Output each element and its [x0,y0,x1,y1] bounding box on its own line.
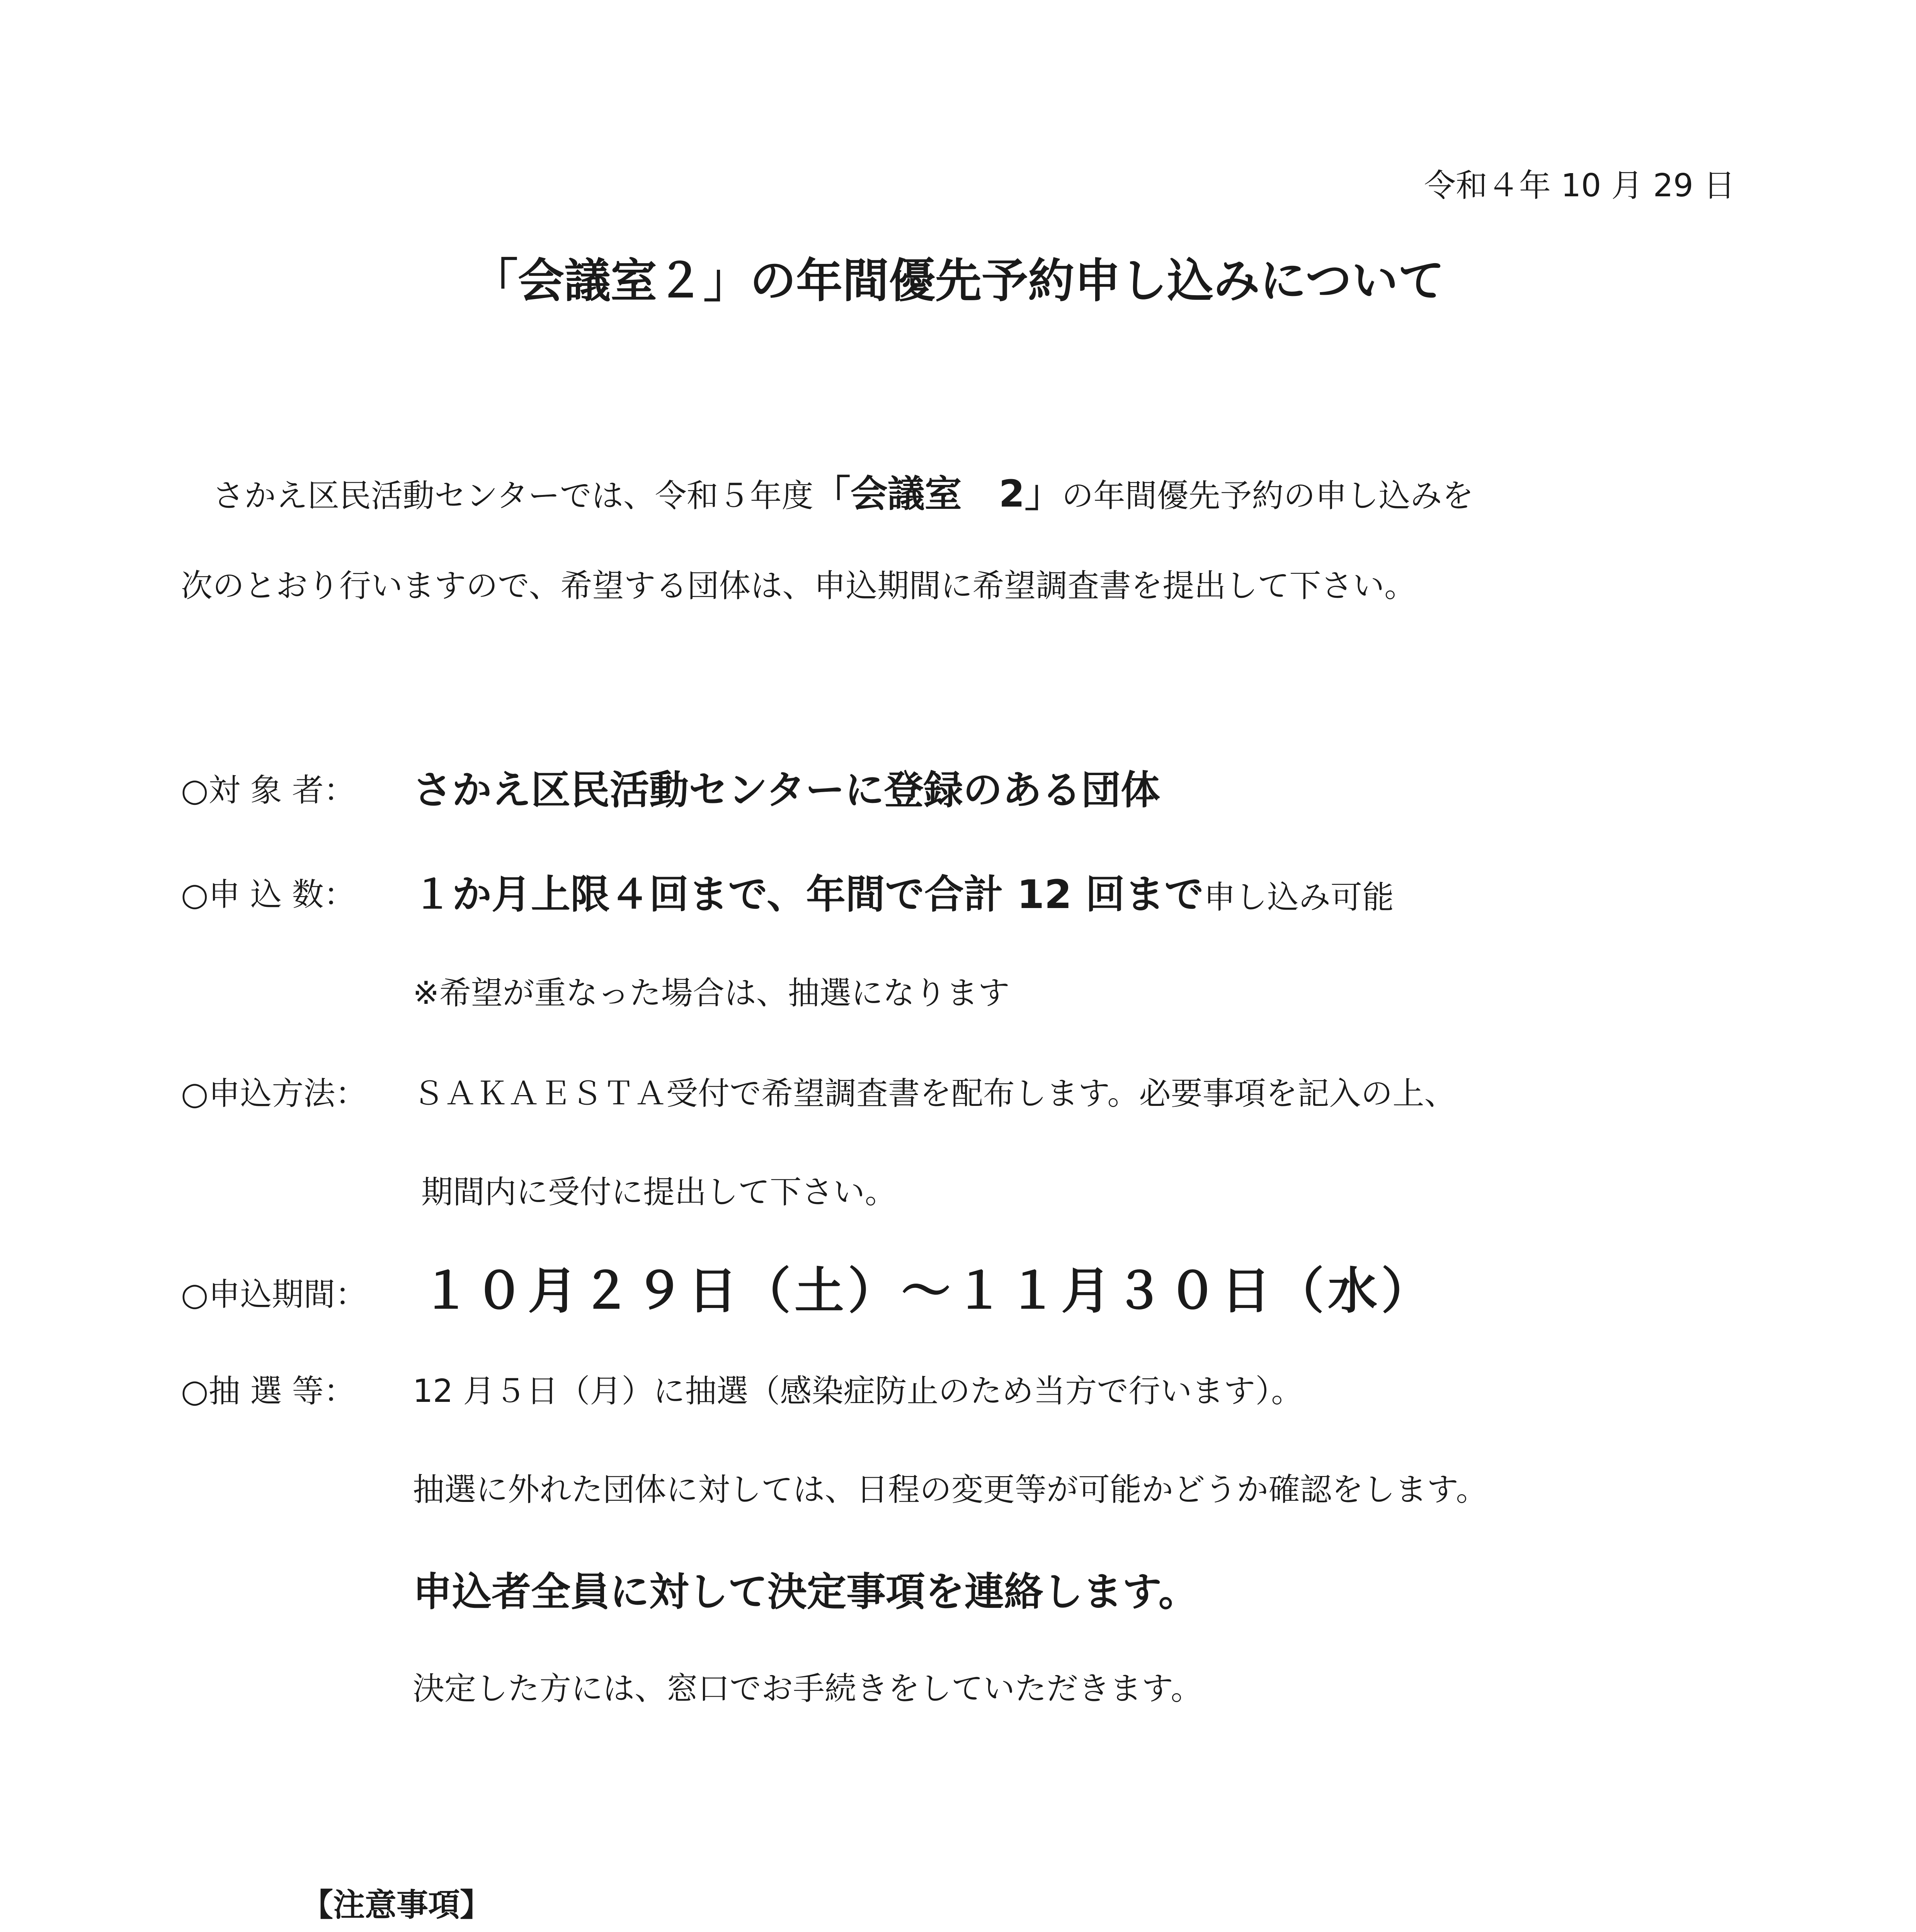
intro-line-1-post: の年間優先予約の申し込みを [1062,478,1474,514]
intro-line-1-pre: さかえ区民活動センターでは、令和５年度 [181,478,813,514]
count-label: ○申 込 数： [181,876,356,913]
target-value: さかえ区民活動センターに登録のある団体 [413,767,1160,813]
intro-line-1 [181,472,1474,515]
intro-room-name: 「会議室 2」 [813,472,1062,515]
count-limit: １か月上限４回まで、年間で合計 12 回まで [413,872,1204,918]
notes-heading: 【注意事項】 [301,1887,492,1923]
document-title: 「会議室２」の年間優先予約申し込みについて [471,254,1445,308]
count-note: ※希望が重なった場合は、抽選になります [413,975,1010,1012]
method-value-line-2: 期間内に受付に提出して下さい。 [421,1174,897,1211]
lottery-value-line-1: 12 月５日（月）に抽選（感染症防止のため当方で行います）。 [413,1373,1303,1410]
lottery-label: ○抽 選 等： [181,1373,356,1410]
period-label: ○申込期間： [181,1276,367,1313]
lottery-value-line-2: 抽選に外れた団体に対しては、日程の変更等が可能かどうか確認をします。 [413,1471,1488,1508]
intro-line-2: 次のとおり行いますので、希望する団体は、申込期間に希望調査書を提出して下さい。 [181,568,1416,604]
target-label: ○対 象 者： [181,772,356,809]
document-date: 令和４年 10 月 29 日 [1424,167,1735,204]
method-label: ○申込方法： [181,1075,367,1112]
method-value-line-1: ＳＡＫＡＥＳＴＡ受付で希望調査書を配布します。必要事項を記入の上、 [413,1075,1456,1112]
count-value-post: 申し込み可能 [1203,879,1394,916]
lottery-value-line-3: 申込者全員に対して決定事項を連絡します。 [413,1569,1198,1615]
count-value [413,872,1394,918]
lottery-value-line-4: 決定した方には、窓口でお手続きをしていただきます。 [413,1670,1203,1707]
period-value: １０月２９日（土）～１１月３０日（水） [421,1262,1435,1320]
